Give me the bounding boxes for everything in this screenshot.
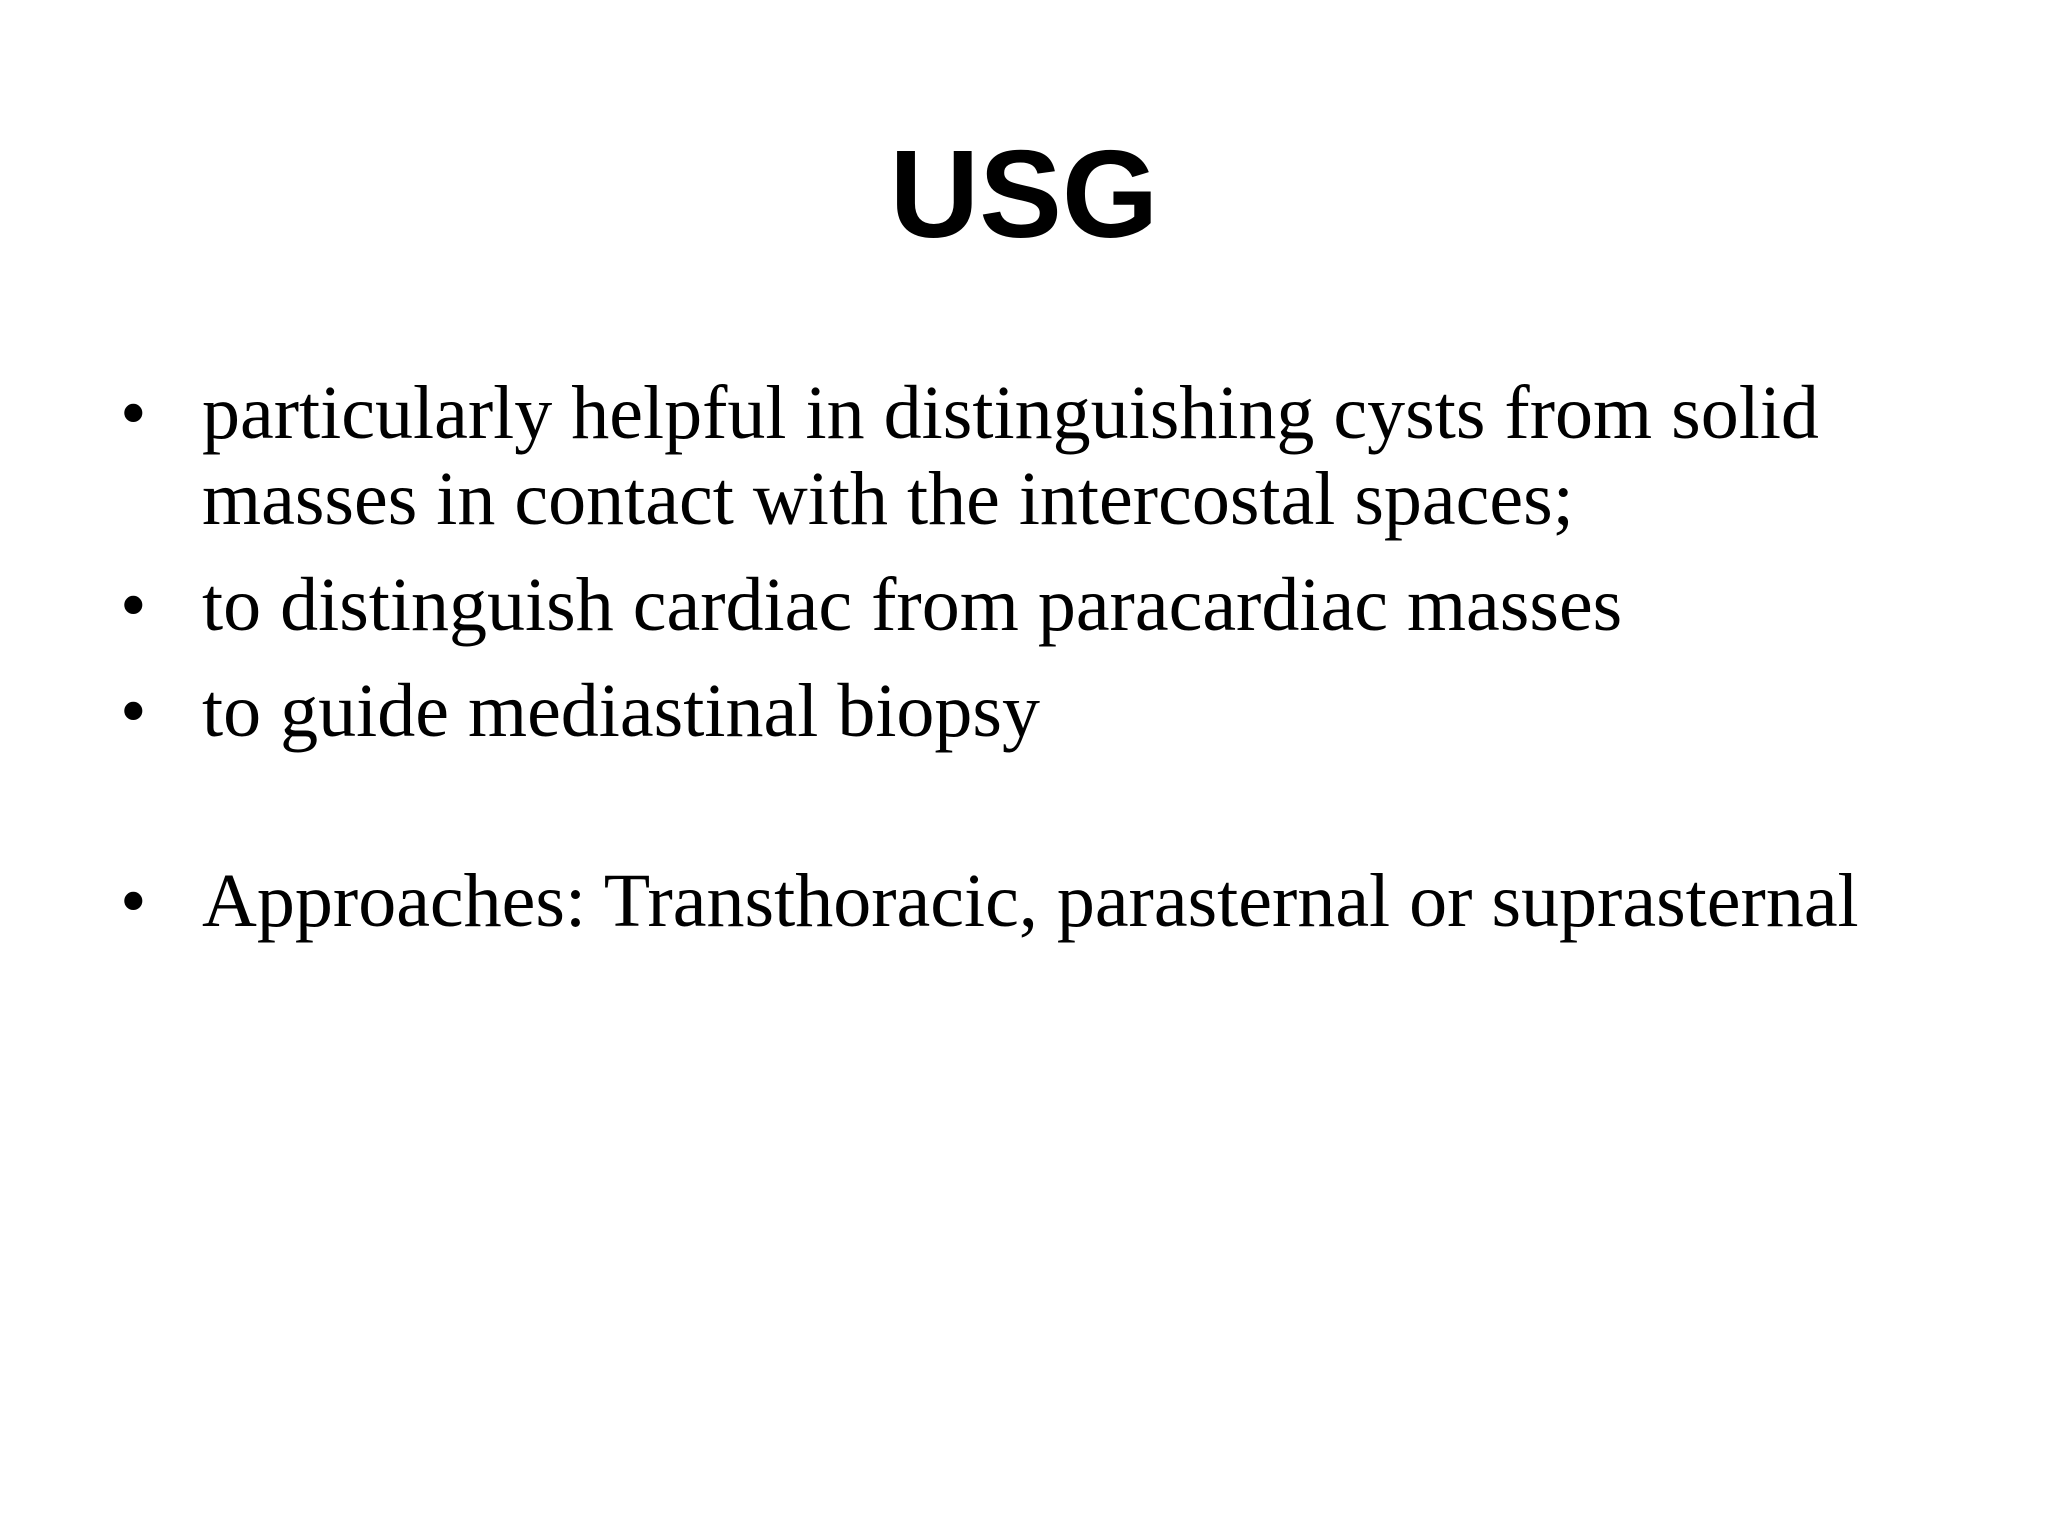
bullet-item: [120, 668, 1940, 754]
bullet-text: to distinguish cardiac from paracardiac masses: [202, 563, 1623, 647]
bullet-dot-icon: •: [120, 371, 147, 455]
bullet-text: Approaches: Transthoracic, parasternal or suprasternal: [202, 859, 1859, 943]
bullet-text: particularly helpful in distinguishing cysts from solid masses in contact with the intercostal spaces;: [202, 371, 1819, 541]
bullet-list: [120, 370, 1940, 964]
bullet-dot-icon: •: [120, 669, 147, 753]
bullet-item: [120, 370, 1940, 542]
slide-title: USG: [889, 126, 1159, 264]
bullet-item: [120, 858, 1940, 944]
bullet-dot-icon: •: [120, 859, 147, 943]
bullet-item: [120, 562, 1940, 648]
bullet-text: to guide mediastinal biopsy: [202, 669, 1041, 753]
bullet-dot-icon: •: [120, 563, 147, 647]
